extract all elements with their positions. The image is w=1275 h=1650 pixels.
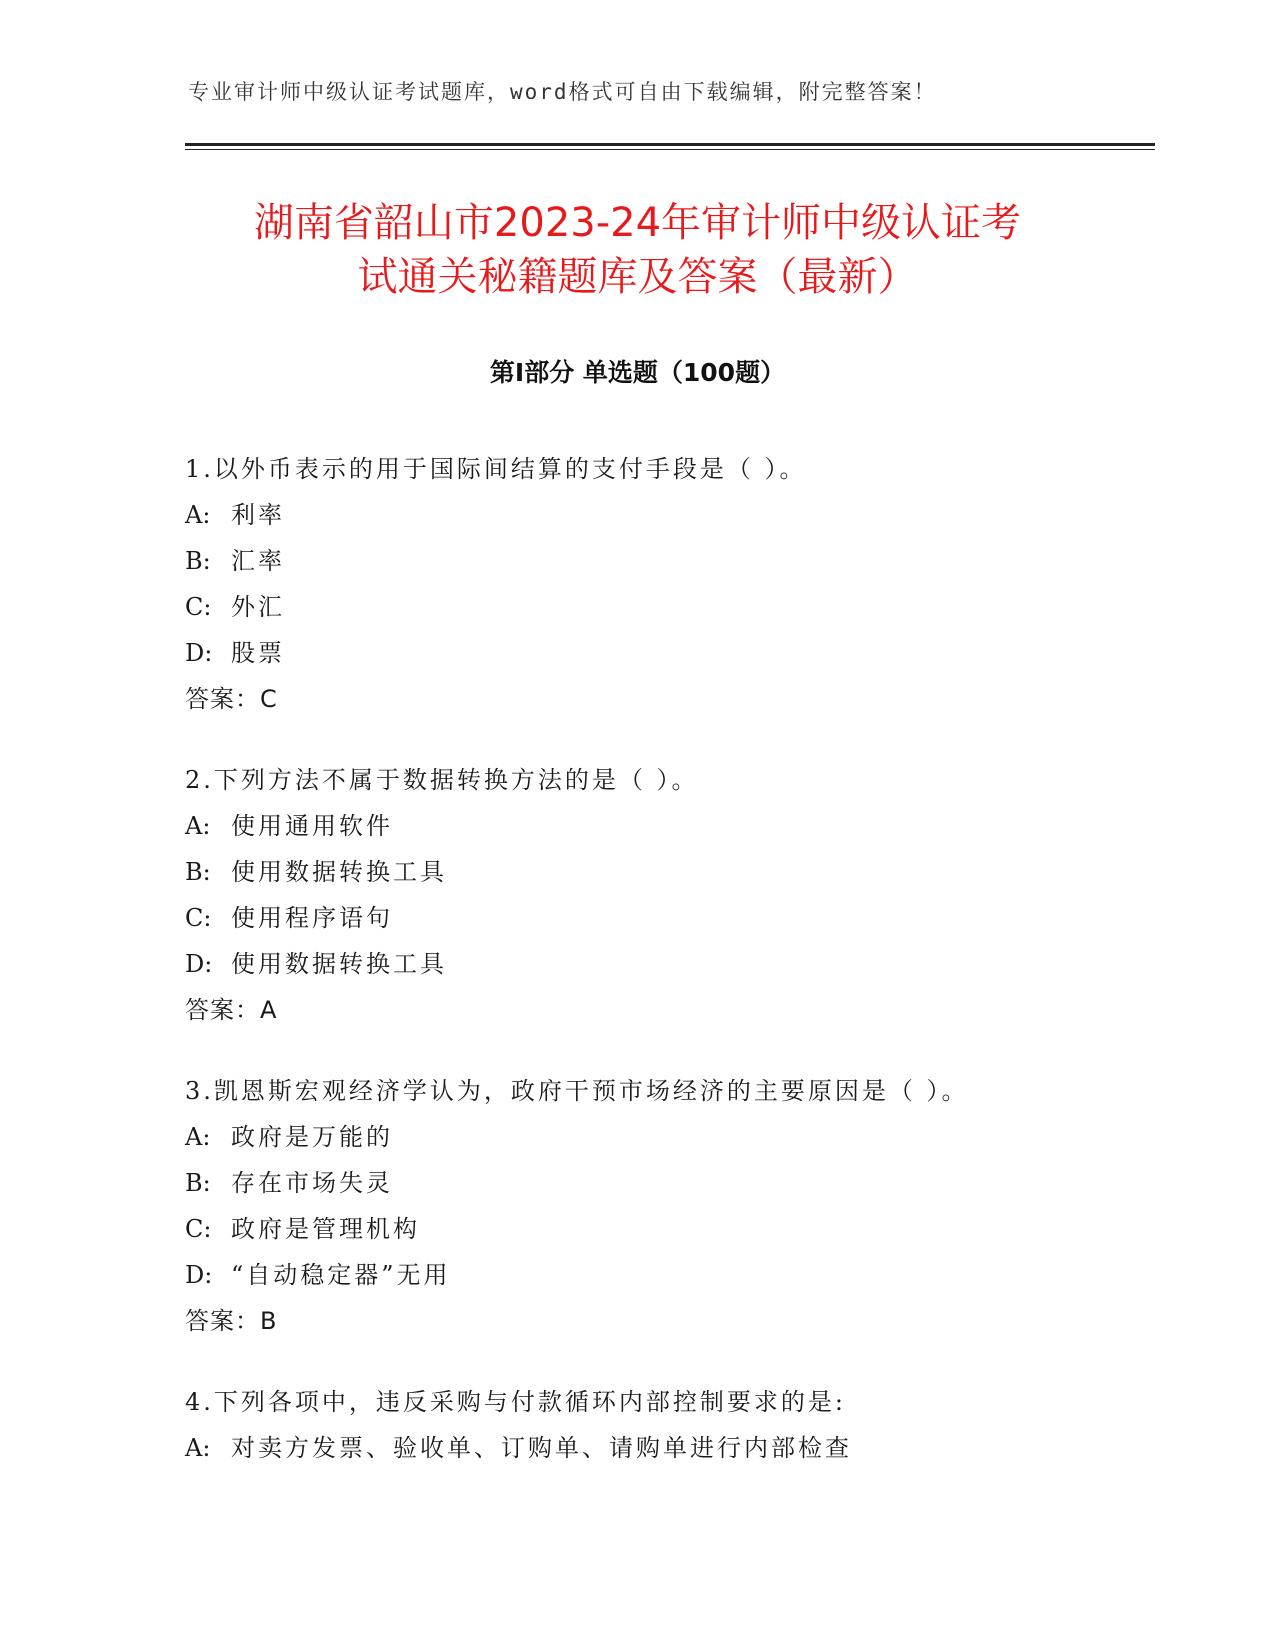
question-stem: 3.凯恩斯宏观经济学认为，政府干预市场经济的主要原因是（ ）。 xyxy=(185,1077,969,1105)
option-label: D: xyxy=(185,639,213,667)
section-title: 第Ⅰ部分 单选题（100题） xyxy=(489,358,786,387)
option-text: 存在市场失灵 xyxy=(231,1169,393,1197)
option-text: 外汇 xyxy=(231,593,285,621)
option-a xyxy=(185,803,1145,849)
answer: 答案：A xyxy=(185,996,278,1024)
option-label: A: xyxy=(185,1123,211,1151)
option-text: 使用通用软件 xyxy=(231,812,393,840)
option-label: C: xyxy=(185,593,212,621)
option-text: 政府是管理机构 xyxy=(231,1215,420,1243)
question-2 xyxy=(185,757,1145,1033)
option-a xyxy=(185,1425,1145,1471)
question-4 xyxy=(185,1379,1145,1471)
option-a xyxy=(185,1114,1145,1160)
option-b xyxy=(185,538,1145,584)
document-title xyxy=(150,196,1125,304)
option-label: A: xyxy=(185,812,211,840)
option-text: 政府是万能的 xyxy=(231,1123,393,1151)
option-b xyxy=(185,849,1145,895)
option-c xyxy=(185,1206,1145,1252)
question-list xyxy=(185,446,1145,1506)
question-stem: 4.下列各项中，违反采购与付款循环内部控制要求的是: xyxy=(185,1388,846,1416)
question-3 xyxy=(185,1068,1145,1344)
option-text: 对卖方发票、验收单、订购单、请购单进行内部检查 xyxy=(231,1434,852,1462)
question-stem: 2.下列方法不属于数据转换方法的是（ ）。 xyxy=(185,766,699,794)
option-b xyxy=(185,1160,1145,1206)
answer: 答案：B xyxy=(185,1307,278,1335)
option-text: 利率 xyxy=(231,501,285,529)
option-label: C: xyxy=(185,1215,212,1243)
option-text: 使用数据转换工具 xyxy=(231,858,447,886)
option-d xyxy=(185,941,1145,987)
option-label: B: xyxy=(185,1169,211,1197)
option-label: A: xyxy=(185,1434,211,1462)
option-a xyxy=(185,492,1145,538)
option-text: “自动稳定器”无用 xyxy=(231,1261,451,1289)
question-1 xyxy=(185,446,1145,722)
option-text: 使用数据转换工具 xyxy=(231,950,447,978)
option-c xyxy=(185,584,1145,630)
option-label: D: xyxy=(185,1261,213,1289)
header-note: 专业审计师中级认证考试题库，word格式可自由下载编辑，附完整答案！ xyxy=(188,80,937,104)
option-c xyxy=(185,895,1145,941)
option-text: 使用程序语句 xyxy=(231,904,393,932)
option-label: B: xyxy=(185,858,211,886)
option-label: C: xyxy=(185,904,212,932)
document-title-line-2: 试通关秘籍题库及答案（最新） xyxy=(357,254,918,300)
option-d xyxy=(185,1252,1145,1298)
document-title-line-1: 湖南省韶山市2023-24年审计师中级认证考 xyxy=(253,200,1022,246)
option-label: D: xyxy=(185,950,213,978)
question-stem: 1.以外币表示的用于国际间结算的支付手段是（ ）。 xyxy=(185,455,807,483)
header-divider-thick xyxy=(185,143,1155,146)
option-text: 汇率 xyxy=(231,547,285,575)
option-label: A: xyxy=(185,501,211,529)
option-text: 股票 xyxy=(231,639,285,667)
option-label: B: xyxy=(185,547,211,575)
header-divider-thin xyxy=(185,149,1155,150)
answer: 答案：C xyxy=(185,685,278,713)
option-d xyxy=(185,630,1145,676)
